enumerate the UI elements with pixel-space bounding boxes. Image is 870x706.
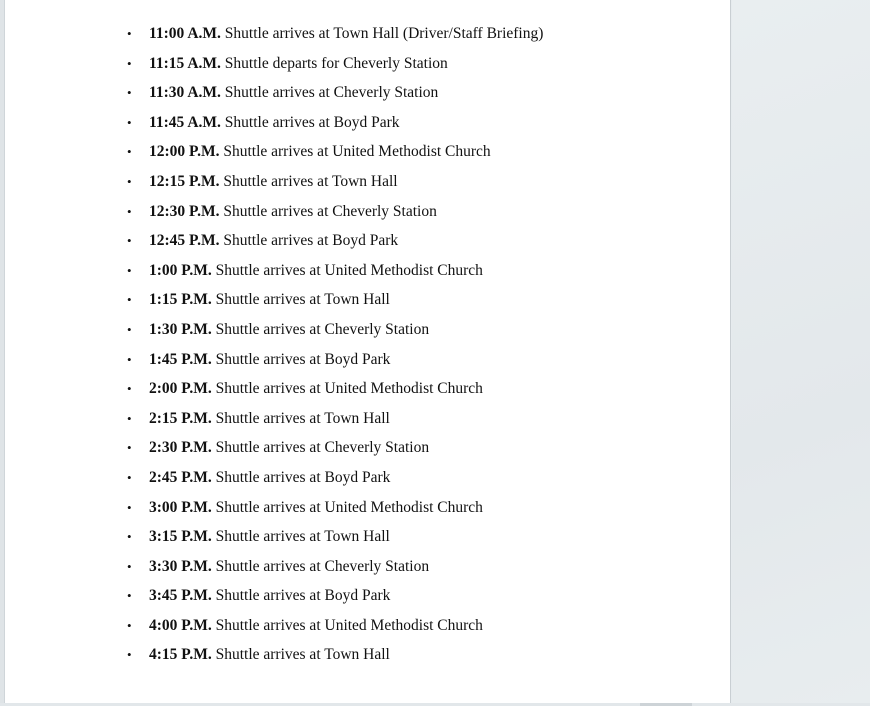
schedule-time: 1:30 P.M. [149,320,212,338]
schedule-time: 3:15 P.M. [149,528,212,546]
schedule-time: 11:45 A.M. [149,113,221,131]
schedule-description: Shuttle arrives at United Methodist Church [215,380,483,398]
schedule-description: Shuttle arrives at Town Hall [215,646,390,664]
list-item [123,228,543,258]
schedule-description: Shuttle arrives at Boyd Park [215,350,391,368]
list-item [123,406,543,436]
schedule-time: 11:00 A.M. [149,25,221,42]
workspace-background [732,0,870,706]
schedule-time: 12:00 P.M. [149,143,220,161]
bullet-icon: • [127,410,132,426]
bullet-icon: • [127,85,132,101]
list-item [123,495,543,525]
list-item [123,80,543,110]
bullet-icon: • [127,351,132,367]
schedule-description: Shuttle arrives at Town Hall [215,291,390,309]
schedule-description: Shuttle departs for Cheverly Station [224,54,448,72]
list-item [123,524,543,554]
shuttle-schedule-list [123,21,543,672]
schedule-time: 11:15 A.M. [149,54,221,72]
bullet-icon: • [127,588,132,604]
schedule-description: Shuttle arrives at Town Hall [215,528,390,546]
schedule-description: Shuttle arrives at United Methodist Church [223,143,491,161]
schedule-time: 2:45 P.M. [149,468,212,486]
schedule-time: 4:15 P.M. [149,646,212,664]
list-item [123,376,543,406]
schedule-description: Shuttle arrives at Town Hall (Driver/Staff Briefing) [224,25,544,42]
schedule-time: 3:00 P.M. [149,498,212,516]
schedule-description: Shuttle arrives at Cheverly Station [223,202,437,220]
bullet-icon: • [127,144,132,160]
bullet-icon: • [127,55,132,71]
bullet-icon: • [127,203,132,219]
bullet-icon: • [127,114,132,130]
schedule-time: 12:15 P.M. [149,172,220,190]
bullet-icon: • [127,499,132,515]
schedule-description: Shuttle arrives at Cheverly Station [215,320,430,338]
schedule-time: 3:45 P.M. [149,587,212,605]
list-item [123,613,543,643]
schedule-description: Shuttle arrives at Cheverly Station [215,557,430,575]
list-item [123,317,543,347]
bullet-icon: • [127,617,132,633]
schedule-description: Shuttle arrives at Town Hall [223,172,398,190]
schedule-time: 12:45 P.M. [149,232,220,250]
list-item [123,642,543,672]
schedule-time: 1:15 P.M. [149,291,212,309]
schedule-time: 2:15 P.M. [149,409,212,427]
list-item [123,169,543,199]
bullet-icon: • [127,469,132,485]
schedule-time: 1:00 P.M. [149,261,212,279]
list-item [123,465,543,495]
schedule-time: 12:30 P.M. [149,202,220,220]
schedule-time: 11:30 A.M. [149,84,221,102]
document-page[interactable] [4,0,731,703]
list-item [123,199,543,229]
schedule-description: Shuttle arrives at United Methodist Church [215,616,483,634]
bullet-icon: • [127,558,132,574]
list-item [123,583,543,613]
bullet-icon: • [127,381,132,397]
bullet-icon: • [127,440,132,456]
list-item [123,554,543,584]
list-item [123,139,543,169]
list-item [123,110,543,140]
schedule-description: Shuttle arrives at Boyd Park [215,587,391,605]
schedule-description: Shuttle arrives at United Methodist Church [215,261,483,279]
schedule-time: 2:30 P.M. [149,439,212,457]
schedule-time: 4:00 P.M. [149,616,212,634]
schedule-description: Shuttle arrives at Boyd Park [223,232,399,250]
list-item [123,287,543,317]
list-item [123,21,543,51]
schedule-description: Shuttle arrives at Boyd Park [224,113,400,131]
bullet-icon: • [127,233,132,249]
list-item [123,347,543,377]
bullet-icon: • [127,321,132,337]
list-item [123,435,543,465]
bullet-icon: • [127,26,132,41]
bullet-icon: • [127,529,132,545]
schedule-time: 1:45 P.M. [149,350,212,368]
schedule-description: Shuttle arrives at Boyd Park [215,468,391,486]
schedule-description: Shuttle arrives at Town Hall [215,409,390,427]
schedule-time: 2:00 P.M. [149,380,212,398]
list-item [123,258,543,288]
bullet-icon: • [127,262,132,278]
list-item [123,51,543,81]
schedule-time: 3:30 P.M. [149,557,212,575]
bullet-icon: • [127,292,132,308]
schedule-description: Shuttle arrives at United Methodist Church [215,498,483,516]
schedule-description: Shuttle arrives at Cheverly Station [215,439,430,457]
bullet-icon: • [127,647,132,663]
schedule-description: Shuttle arrives at Cheverly Station [224,84,439,102]
bullet-icon: • [127,173,132,189]
